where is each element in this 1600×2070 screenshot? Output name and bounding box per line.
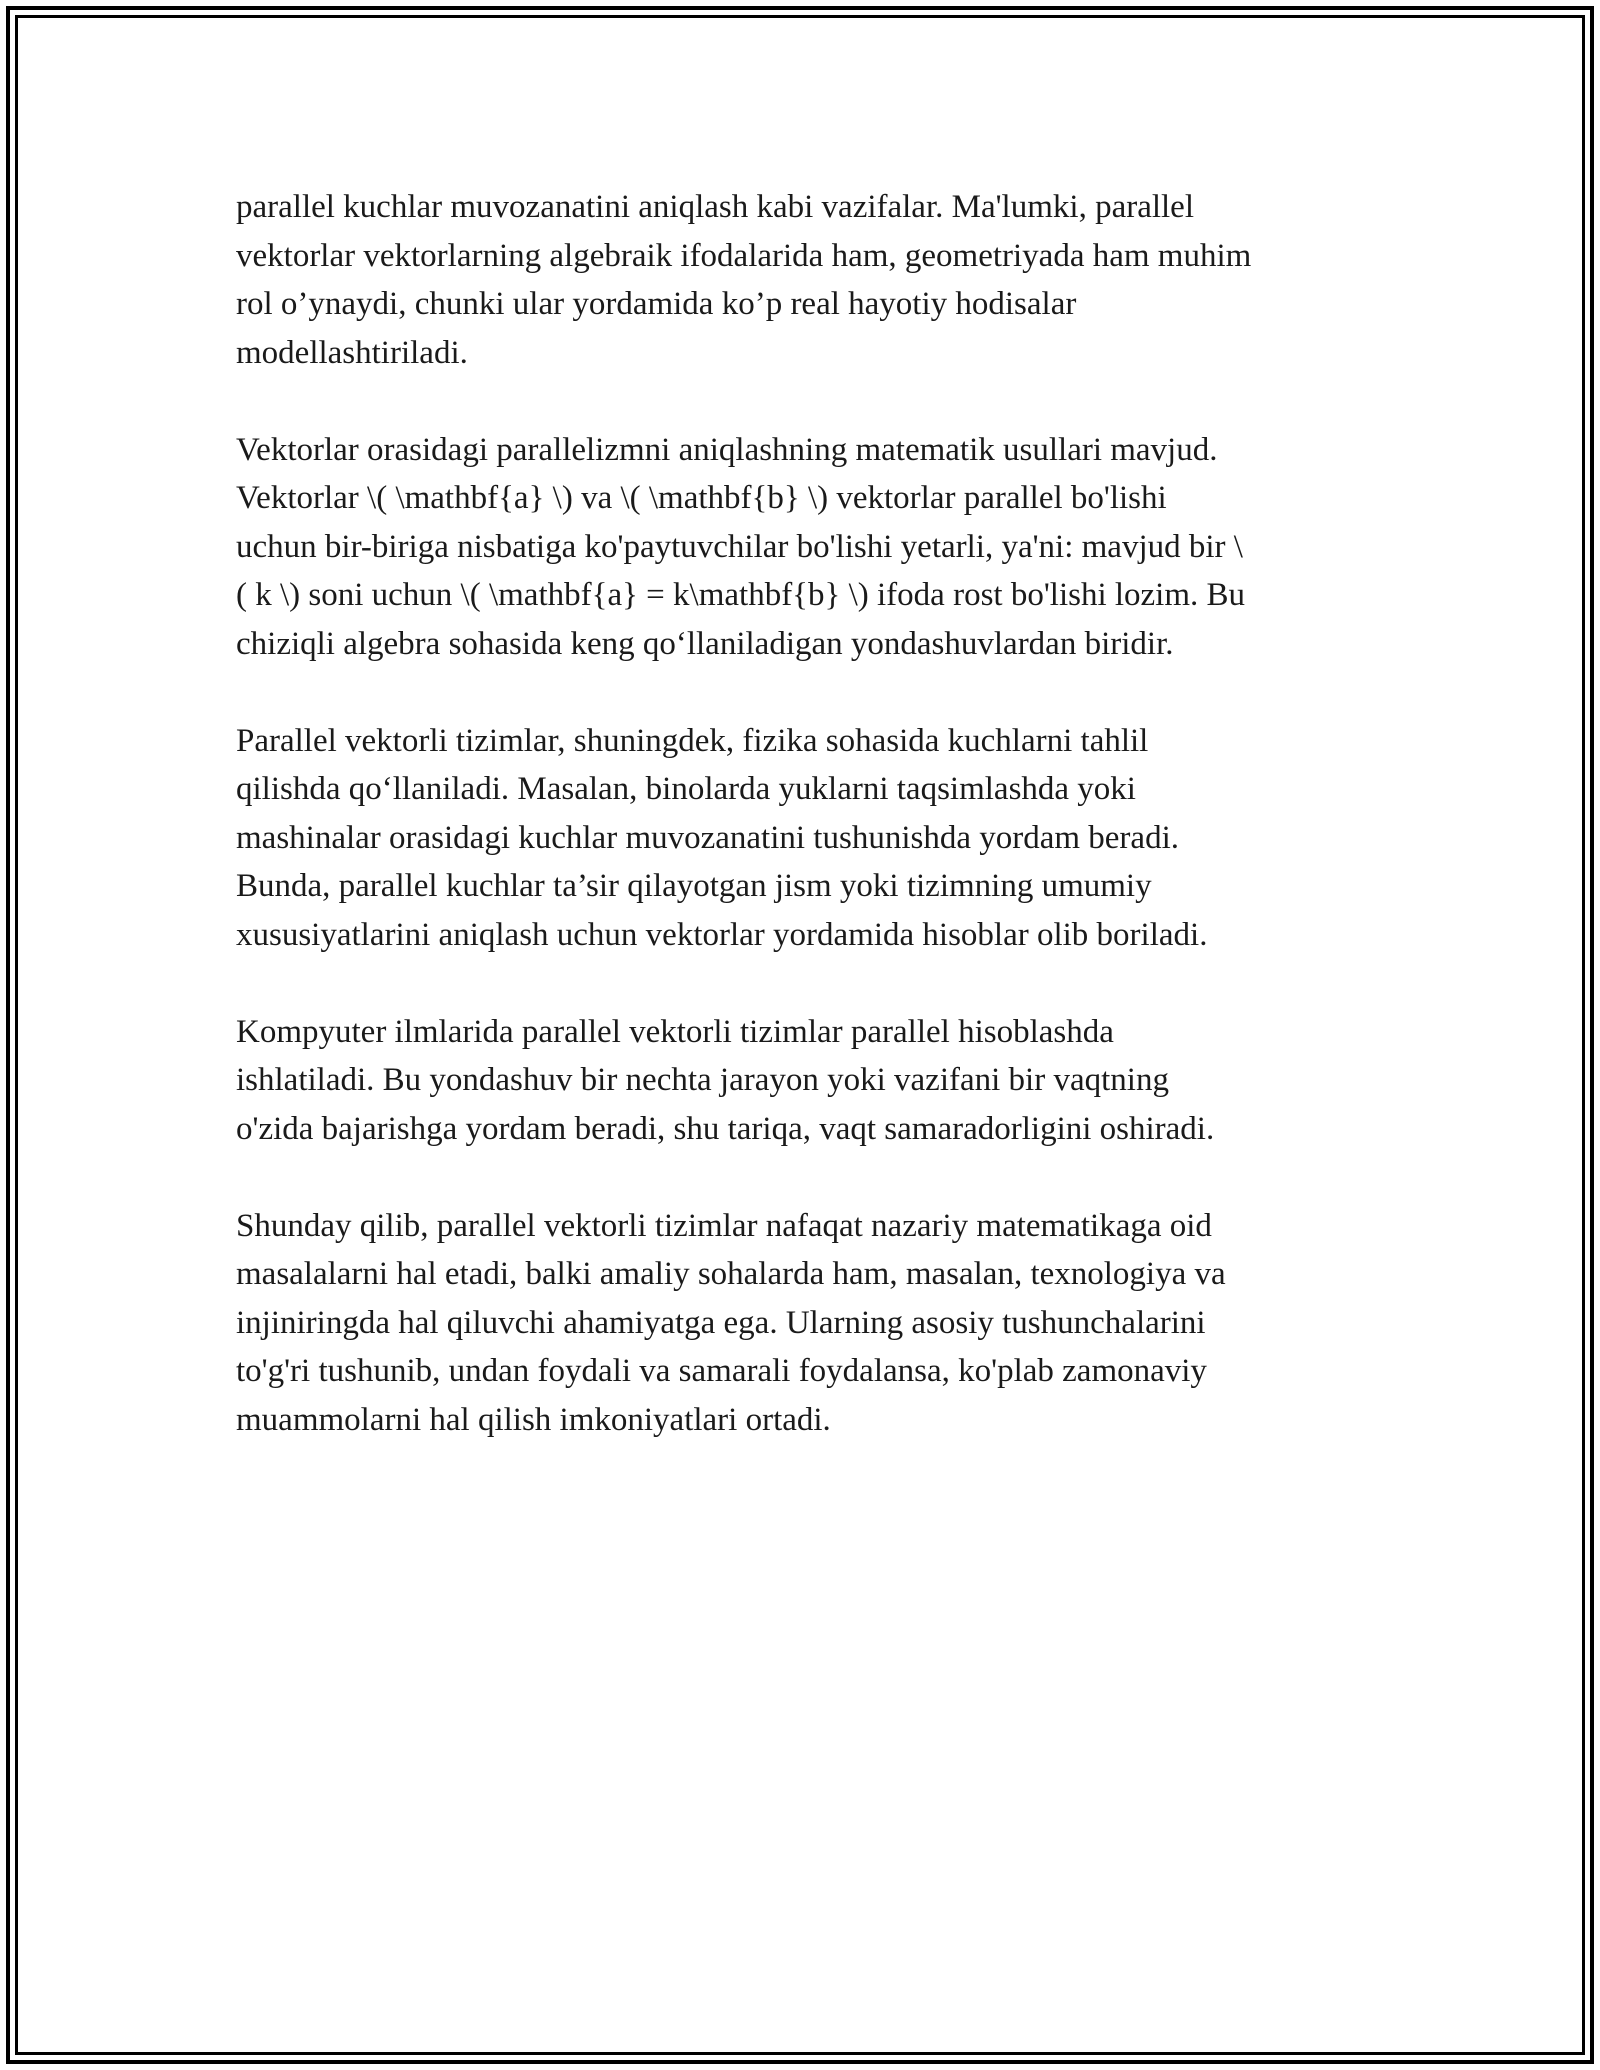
text-line: muammolarni hal qilish imkoniyatlari ortadi. <box>236 1401 831 1438</box>
text-line: parallel kuchlar muvozanatini aniqlash kabi vazifalar. Ma'lumki, parallel <box>236 189 1194 225</box>
text-line: xususiyatlarini aniqlash uchun vektorlar yordamida hisoblar olib boriladi. <box>236 916 1208 953</box>
text-line: qilishda qo‘llaniladi. Masalan, binolarda yuklarni taqsimlashda yoki <box>236 771 1136 807</box>
text-line: mashinalar orasidagi kuchlar muvozanatini tushunishda yordam beradi. <box>236 819 1179 856</box>
text-line: Shunday qilib, parallel vektorli tizimlar nafaqat nazariy matematikaga oid <box>236 1207 1212 1244</box>
text-line: ( k \) soni uchun \( \mathbf{a} = k\mathbf{b} \) ifoda rost bo'lishi lozim. Bu <box>236 577 1246 613</box>
text-line: Vektorlar \( \mathbf{a} \) va \( \mathbf{b} \) vektorlar parallel bo'lishi <box>236 480 1167 516</box>
document-body <box>236 183 1386 1493</box>
text-line: chiziqli algebra sohasida keng qo‘llaniladigan yondashuvlardan biridir. <box>236 625 1174 662</box>
text-line: masalalarni hal etadi, balki amaliy sohalarda ham, masalan, texnologiya va <box>236 1256 1226 1292</box>
text-line: rol o’ynaydi, chunki ular yordamida ko’p real hayotiy hodisalar <box>236 286 1077 322</box>
text-line: Vektorlar orasidagi parallelizmni aniqlashning matematik usullari mavjud. <box>236 431 1218 468</box>
text-line: uchun bir-biriga nisbatiga ko'paytuvchilar bo'lishi yetarli, ya'ni: mavjud bir \ <box>236 528 1243 565</box>
paragraph-4 <box>236 1008 1386 1154</box>
paragraph-5 <box>236 1202 1386 1445</box>
paragraph-3 <box>236 717 1386 960</box>
paragraph-2 <box>236 426 1386 669</box>
text-line: modellashtiriladi. <box>236 334 468 371</box>
paragraph-1 <box>236 183 1386 377</box>
text-line: ishlatiladi. Bu yondashuv bir nechta jarayon yoki vazifani bir vaqtning <box>236 1062 1169 1098</box>
text-line: injiniringda hal qiluvchi ahamiyatga ega. Ularning asosiy tushunchalarini <box>236 1304 1206 1341</box>
text-line: to'g'ri tushunib, undan foydali va samarali foydalansa, ko'plab zamonaviy <box>236 1353 1207 1389</box>
text-line: Parallel vektorli tizimlar, shuningdek, fizika sohasida kuchlarni tahlil <box>236 722 1149 759</box>
text-line: o'zida bajarishga yordam beradi, shu tariqa, vaqt samaradorligini oshiradi. <box>236 1110 1215 1147</box>
text-line: vektorlar vektorlarning algebraik ifodalarida ham, geometriyada ham muhim <box>236 237 1252 274</box>
text-line: Bunda, parallel kuchlar ta’sir qilayotgan jism yoki tizimning umumiy <box>236 868 1152 904</box>
text-line: Kompyuter ilmlarida parallel vektorli tizimlar parallel hisoblashda <box>236 1013 1114 1050</box>
